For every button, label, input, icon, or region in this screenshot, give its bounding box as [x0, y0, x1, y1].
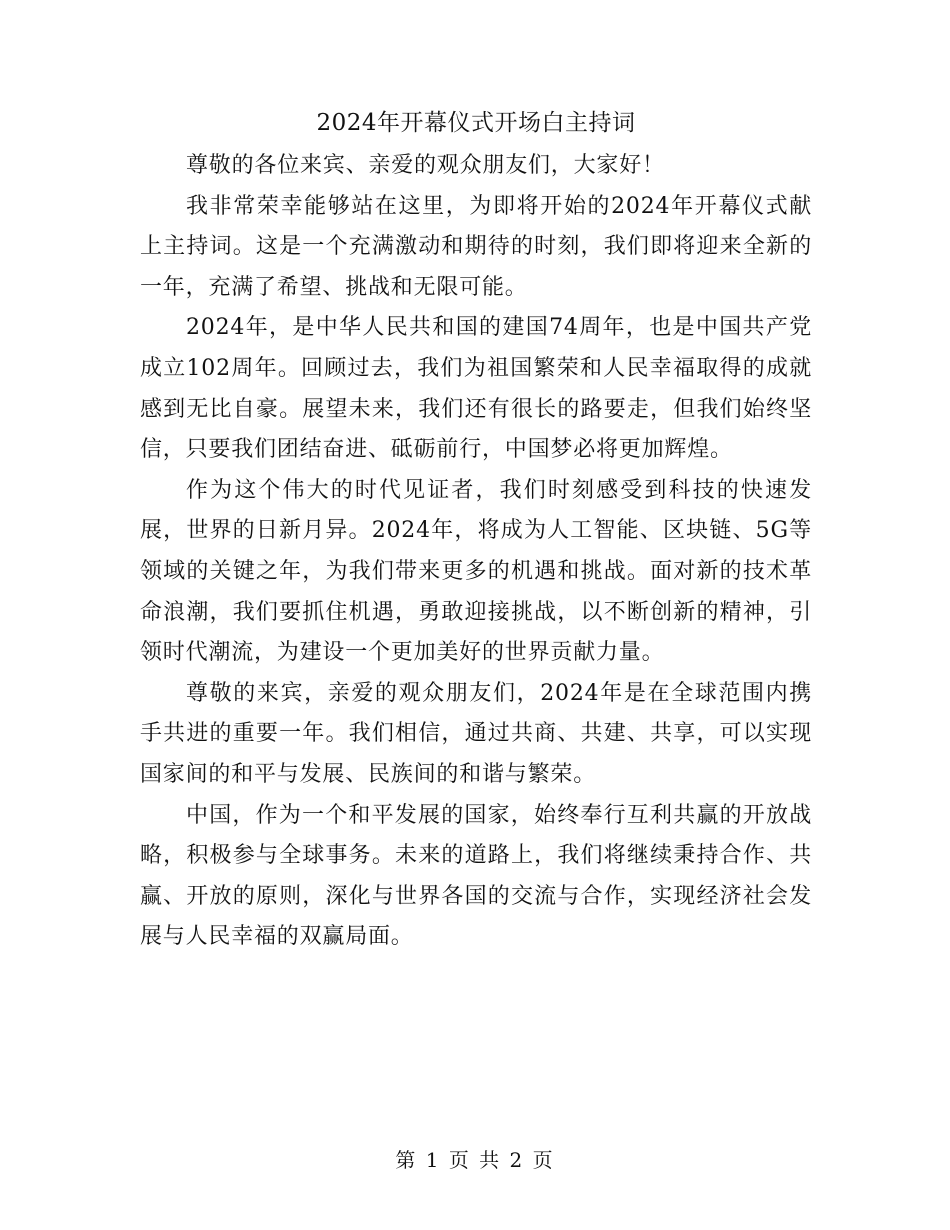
document-body [140, 104, 812, 958]
paragraph-intro: 我非常荣幸能够站在这里，为即将开始的2024年开幕仪式献上主持词。这是一个充满激动和期待的时刻，我们即将迎来全新的一年，充满了希望、挑战和无限可能。 [140, 193, 812, 300]
paragraph-greeting: 尊敬的各位来宾、亲爱的观众朋友们，大家好！ [186, 153, 665, 178]
document-title: 2024年开幕仪式开场白主持词 [316, 110, 636, 136]
page-number-footer: 第 1 页 共 2 页 [395, 1148, 555, 1172]
paragraph-global-cooperation: 尊敬的来宾，亲爱的观众朋友们，2024年是在全球范围内携手共进的重要一年。我们相信，通过共商、共建、共享，可以实现国家间的和平与发展、民族间的和谐与繁荣。 [140, 680, 812, 787]
paragraph-technology: 作为这个伟大的时代见证者，我们时刻感受到科技的快速发展，世界的日新月异。2024年，将成为人工智能、区块链、5G等领域的关键之年，为我们带来更多的机遇和挑战。面对新的技术革命浪潮，我们要抓住机遇，勇敢迎接挑战，以不断创新的精神，引领时代潮流，为建设一个更加美好的世界贡献力量。 [140, 477, 812, 666]
paragraph-china-strategy: 中国，作为一个和平发展的国家，始终奉行互利共赢的开放战略，积极参与全球事务。未来的道路上，我们将继续秉持合作、共赢、开放的原则，深化与世界各国的交流与合作，实现经济社会发展与人民幸福的双赢局面。 [140, 802, 812, 950]
paragraph-anniversary: 2024年，是中华人民共和国的建国74周年，也是中国共产党成立102周年。回顾过去，我们为祖国繁荣和人民幸福取得的成就感到无比自豪。展望未来，我们还有很长的路要走，但我们始终坚信，只要我们团结奋进、砥砺前行，中国梦必将更加辉煌。 [140, 315, 812, 463]
